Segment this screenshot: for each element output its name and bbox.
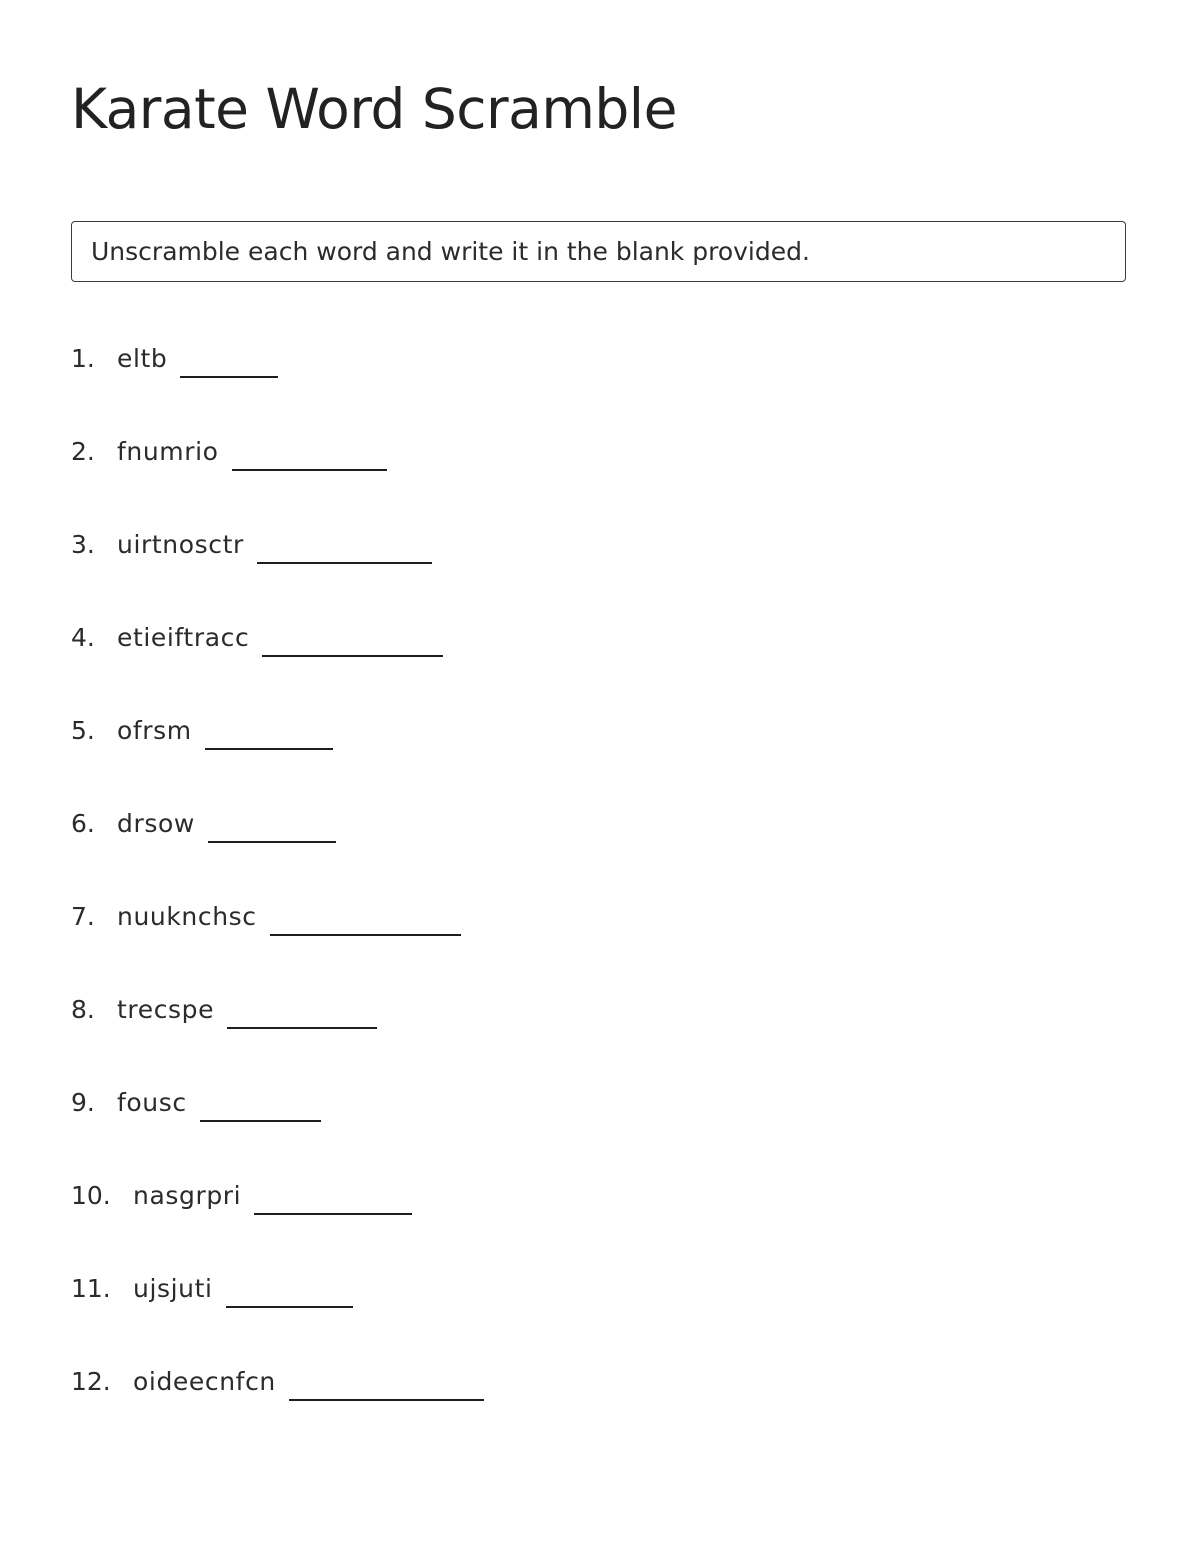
item-number: 11. (71, 1274, 111, 1303)
scrambled-word: nuuknchsc (117, 902, 257, 931)
answer-blank[interactable] (262, 617, 443, 657)
answer-blank[interactable] (254, 1175, 412, 1215)
word-list (71, 338, 1126, 1454)
scrambled-word: uirtnosctr (117, 530, 244, 559)
item-number: 9. (71, 1088, 95, 1117)
item-number: 3. (71, 530, 95, 559)
scrambled-word: ofrsm (117, 716, 192, 745)
scrambled-word: etieiftracc (117, 623, 250, 652)
answer-blank[interactable] (227, 989, 377, 1029)
word-item (71, 710, 1126, 803)
answer-blank[interactable] (226, 1268, 353, 1308)
word-item (71, 1361, 1126, 1454)
item-number: 10. (71, 1181, 111, 1210)
scrambled-word: ujsjuti (133, 1274, 213, 1303)
item-number: 2. (71, 437, 95, 466)
page-title: Karate Word Scramble (71, 77, 677, 141)
scrambled-word: fousc (117, 1088, 187, 1117)
word-item (71, 1175, 1126, 1268)
instructions-text: Unscramble each word and write it in the blank provided. (91, 237, 810, 266)
word-item (71, 989, 1126, 1082)
answer-blank[interactable] (257, 524, 432, 564)
word-item (71, 896, 1126, 989)
item-number: 5. (71, 716, 95, 745)
scrambled-word: drsow (117, 809, 195, 838)
scrambled-word: fnumrio (117, 437, 219, 466)
item-number: 4. (71, 623, 95, 652)
scrambled-word: nasgrpri (133, 1181, 242, 1210)
word-item (71, 338, 1126, 431)
word-item (71, 1082, 1126, 1175)
answer-blank[interactable] (180, 338, 278, 378)
item-number: 1. (71, 344, 95, 373)
word-item (71, 1268, 1126, 1361)
answer-blank[interactable] (200, 1082, 321, 1122)
item-number: 8. (71, 995, 95, 1024)
answer-blank[interactable] (205, 710, 333, 750)
answer-blank[interactable] (232, 431, 387, 471)
word-item (71, 803, 1126, 896)
scrambled-word: trecspe (117, 995, 215, 1024)
item-number: 12. (71, 1367, 111, 1396)
scrambled-word: eltb (117, 344, 168, 373)
answer-blank[interactable] (270, 896, 461, 936)
word-item (71, 431, 1126, 524)
word-item (71, 524, 1126, 617)
word-item (71, 617, 1126, 710)
item-number: 6. (71, 809, 95, 838)
scrambled-word: oideecnfcn (133, 1367, 276, 1396)
answer-blank[interactable] (208, 803, 336, 843)
instructions-box (71, 221, 1126, 282)
item-number: 7. (71, 902, 95, 931)
answer-blank[interactable] (289, 1361, 484, 1401)
